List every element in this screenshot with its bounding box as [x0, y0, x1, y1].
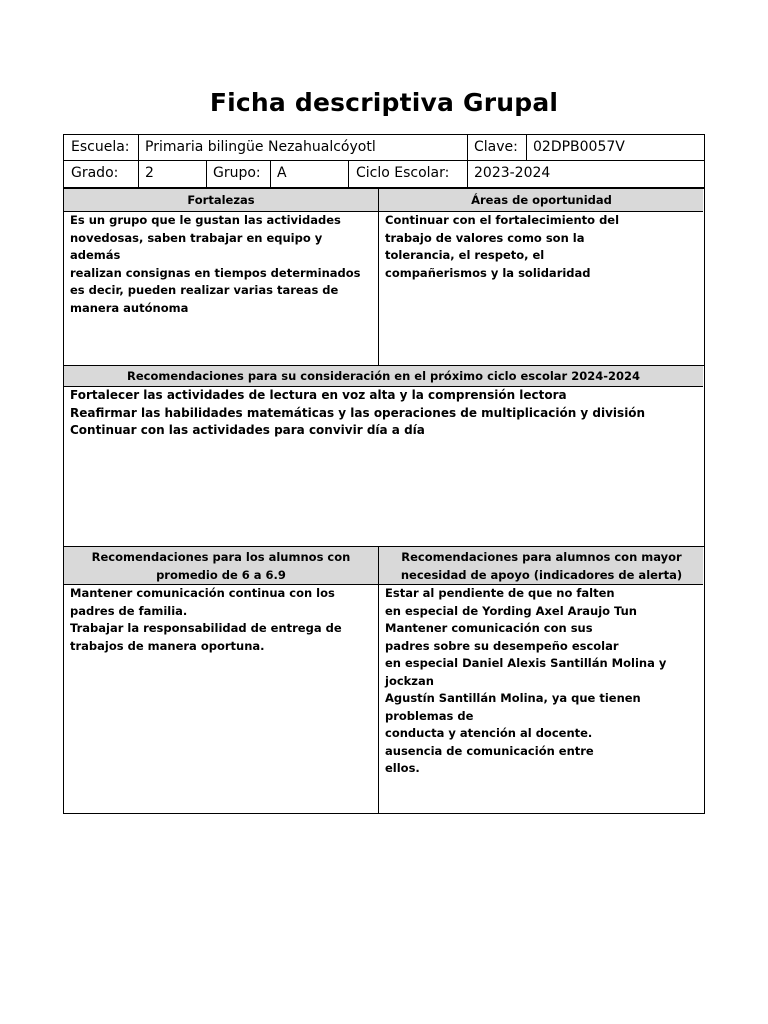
areas-header: Áreas de oportunidad [471, 193, 612, 207]
ciclo-label: Ciclo Escolar: [356, 165, 450, 181]
grado-value: 2 [145, 165, 154, 181]
grupo-label: Grupo: [213, 165, 261, 181]
alerta-header: Recomendaciones para alumnos con mayor necesidad de apoyo (indicadores de alerta) [400, 550, 683, 582]
ciclo-value: 2023-2024 [474, 165, 551, 181]
grupo-value: A [277, 165, 287, 181]
recomendaciones-header: Recomendaciones para su consideración en el próximo ciclo escolar 2024-2024 [126, 369, 641, 383]
recomendaciones-text: Fortalecer las actividades de lectura en voz alta y la comprensión lectora Reafirmar las habilidades matemáticas y las operaciones de multiplicación y división Continuar con las actividades para convivir día a día [70, 388, 646, 437]
areas-text: Continuar con el fortalecimiento del trabajo de valores como son la tolerancia, el respeto, el compañerismos y la solidaridad [385, 213, 620, 280]
page-title: Ficha descriptiva Grupal [209, 88, 559, 117]
clave-value: 02DPB0057V [533, 139, 625, 155]
alumnos-section [63, 546, 705, 814]
recomendaciones-section [63, 365, 705, 547]
fortalezas-areas-section [63, 188, 705, 366]
alerta-text: Estar al pendiente de que no falten en especial de Yording Axel Araujo Tun Mantener comunicación con sus padres sobre su desempeño escolar en especial Daniel Alexis Santillán Molina y jockzan Agustín Santillán Molina, ya que tienen problemas de conducta y atención al docente. ausencia de comunicación entre ellos. [385, 586, 667, 775]
escuela-label: Escuela: [71, 139, 130, 155]
info-row-escuela [63, 134, 705, 162]
clave-label: Clave: [474, 139, 518, 155]
grado-label: Grado: [71, 165, 119, 181]
escuela-value: Primaria bilingüe Nezahualcóyotl [145, 139, 376, 155]
fortalezas-text: Es un grupo que le gustan las actividades novedosas, saben trabajar en equipo y además realizan consignas en tiempos determinados es decir, pueden realizar varias tareas de manera autónoma [70, 213, 361, 315]
info-row-grado [63, 160, 705, 188]
fortalezas-header: Fortalezas [187, 193, 255, 207]
promedio-text: Mantener comunicación continua con los padres de familia. Trabajar la responsabilidad de entrega de trabajos de manera oportuna. [70, 586, 342, 653]
promedio-header: Recomendaciones para los alumnos con promedio de 6 a 6.9 [91, 550, 351, 582]
